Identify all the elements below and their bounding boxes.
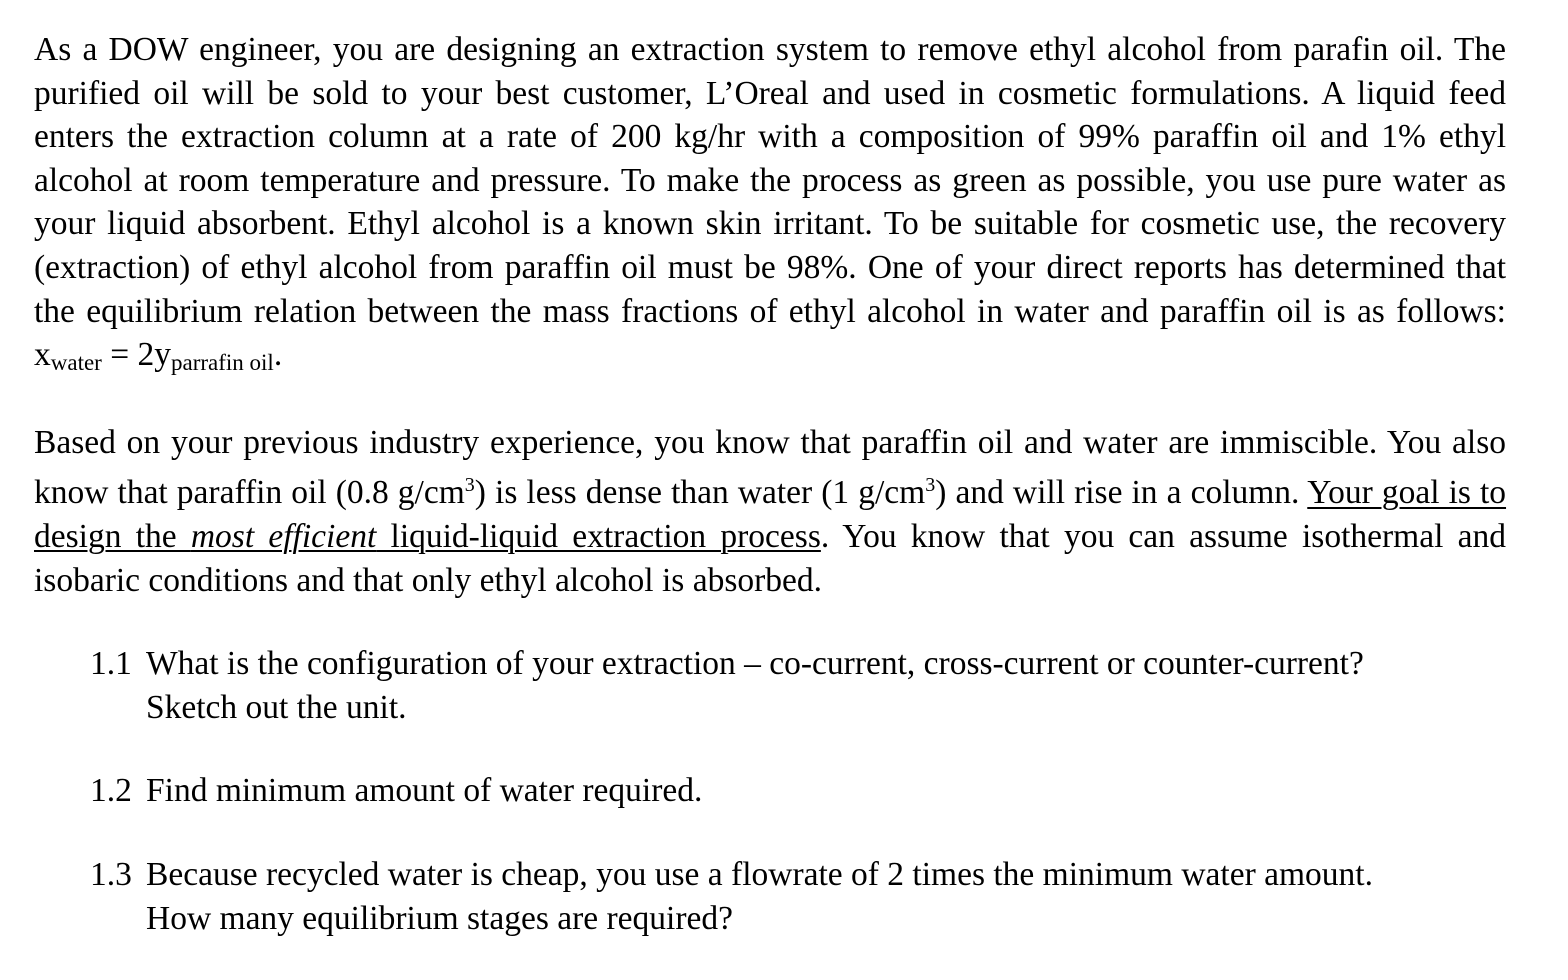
question-line-1: What is the configuration of your extraction – co-current, cross-current or counter-current? [146, 645, 1364, 683]
p2-line-3a: column. [1190, 474, 1308, 512]
question-number: 1.3 [90, 856, 132, 894]
eq-period: . [273, 336, 283, 374]
eq-y-subscript: parrafin oil [170, 350, 274, 376]
p2-line-2a: You also know that paraffin oil (0.8 g/cm [34, 423, 1507, 512]
question-line-2: Sketch out the unit. [146, 688, 407, 726]
eq-x-subscript: water [50, 350, 102, 376]
question-1-3 [90, 853, 1506, 940]
p1-line-6: suitable for cosmetic use, the recovery (extraction) of ethyl alcohol from paraffin oil must be 98%. [34, 205, 1507, 286]
question-number: 1.2 [90, 772, 132, 810]
goal-emphasis: most efficient [190, 518, 377, 556]
question-number: 1.1 [90, 645, 132, 683]
question-text [146, 642, 1506, 729]
p1-line-2: oil. The purified oil will be sold to your best customer, L’Oreal and used in cosmetic formulations. [34, 31, 1507, 112]
p1-line-3: A liquid feed enters the extraction column at a rate of 200 kg/hr with a composition of 99% paraffin [34, 74, 1506, 156]
question-1-1 [90, 642, 1506, 729]
question-line-2: How many equilibrium stages are required? [146, 899, 733, 937]
p1-line-1: As a DOW engineer, you are designing an extraction system to remove ethyl alcohol from parafin [34, 31, 1389, 68]
p1-line-8-prefix: of ethyl alcohol in water and paraffin oil is as follows: [749, 292, 1506, 330]
eq-equals-2y: = 2y [101, 336, 171, 374]
question-text [146, 853, 1506, 940]
p1-line-7: One of your direct reports has determined that the equilibrium relation between the mass fractions [34, 248, 1507, 330]
eq-x: x [34, 336, 51, 374]
p1-line-5: possible, you use pure water as your liquid absorbent. Ethyl alcohol is a known skin irritant. To be [34, 161, 1506, 243]
p1-line-4: oil and 1% ethyl alcohol at room temperature and pressure. To make the process as green as [34, 118, 1506, 199]
p2-line-1: Based on your previous industry experience, you know that paraffin oil and water are immiscible. [34, 423, 1378, 461]
p2-line-3b: . You know that [820, 518, 1050, 556]
problem-document [34, 28, 1506, 980]
paragraph-problem-statement [34, 28, 1506, 385]
p2-sup-1: 3 [464, 474, 475, 497]
goal-part-2: liquid-liquid extraction process [376, 518, 821, 556]
question-line-1: Find minimum amount of water required. [146, 772, 703, 810]
p2-line-2b: ) is less dense than water (1 g/cm [474, 474, 926, 512]
p2-line-4: you can assume isothermal and isobaric conditions and that only ethyl alcohol is absorbed. [34, 518, 1507, 599]
p2-sup-2: 3 [925, 474, 936, 497]
question-list [34, 642, 1506, 940]
question-1-2 [90, 769, 1506, 813]
question-line-1: Because recycled water is cheap, you use a flowrate of 2 times the minimum water amount. [146, 856, 1373, 894]
paragraph-assumptions [34, 421, 1506, 603]
p2-line-2c: ) and will rise in a [935, 474, 1182, 512]
question-text [146, 769, 1506, 813]
goal-part-1: Your goal is to design the [34, 474, 1507, 556]
equilibrium-equation [34, 336, 283, 376]
